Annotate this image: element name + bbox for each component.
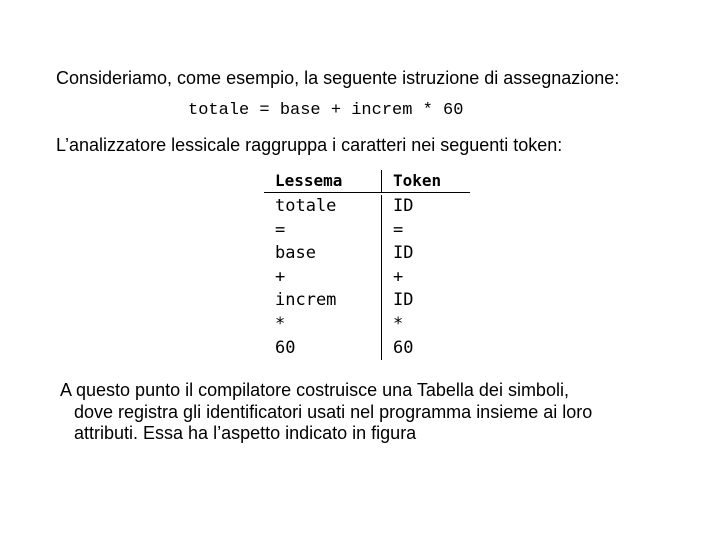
intro-paragraph: Consideriamo, come esempio, la seguente istruzione di assegnazione:	[56, 68, 620, 88]
token-cell: ID	[393, 243, 414, 264]
header-token: Token	[393, 171, 442, 190]
lexeme-cell: +	[264, 266, 382, 290]
outro-line: dove registra gli identificatori usati nel programma insieme ai loro	[74, 401, 593, 422]
table-row	[264, 289, 470, 313]
lexeme-cell: totale	[264, 195, 382, 219]
outro-paragraph	[60, 380, 680, 445]
token-cell: ID	[393, 290, 414, 311]
lexeme-cell: base	[264, 242, 382, 266]
outro-line: attributi. Essa ha l’aspetto indicato in figura	[74, 423, 417, 443]
table-row	[264, 219, 470, 243]
token-table	[264, 170, 470, 360]
outro-line: A questo punto il compilatore costruisce una Tabella dei simboli,	[60, 380, 569, 400]
table-row	[264, 266, 470, 290]
table-row	[264, 193, 470, 219]
table-row	[264, 337, 470, 361]
lexeme-cell: =	[264, 219, 382, 243]
lexeme-cell: *	[264, 313, 382, 337]
header-lessema: Lessema	[264, 170, 382, 192]
token-cell: +	[393, 266, 404, 287]
lexeme-cell: increm	[264, 289, 382, 313]
token-table-header	[264, 170, 470, 193]
token-table-body	[264, 193, 470, 360]
token-cell: =	[393, 219, 404, 240]
assignment-statement: totale = base + increm * 60	[188, 101, 464, 120]
lexer-paragraph: L’analizzatore lessicale raggruppa i caratteri nei seguenti token:	[56, 135, 563, 155]
lexeme-cell: 60	[264, 337, 382, 361]
table-row	[264, 242, 470, 266]
token-cell: ID	[393, 196, 414, 216]
token-cell: 60	[393, 337, 414, 358]
token-cell: *	[393, 313, 404, 334]
table-row	[264, 313, 470, 337]
